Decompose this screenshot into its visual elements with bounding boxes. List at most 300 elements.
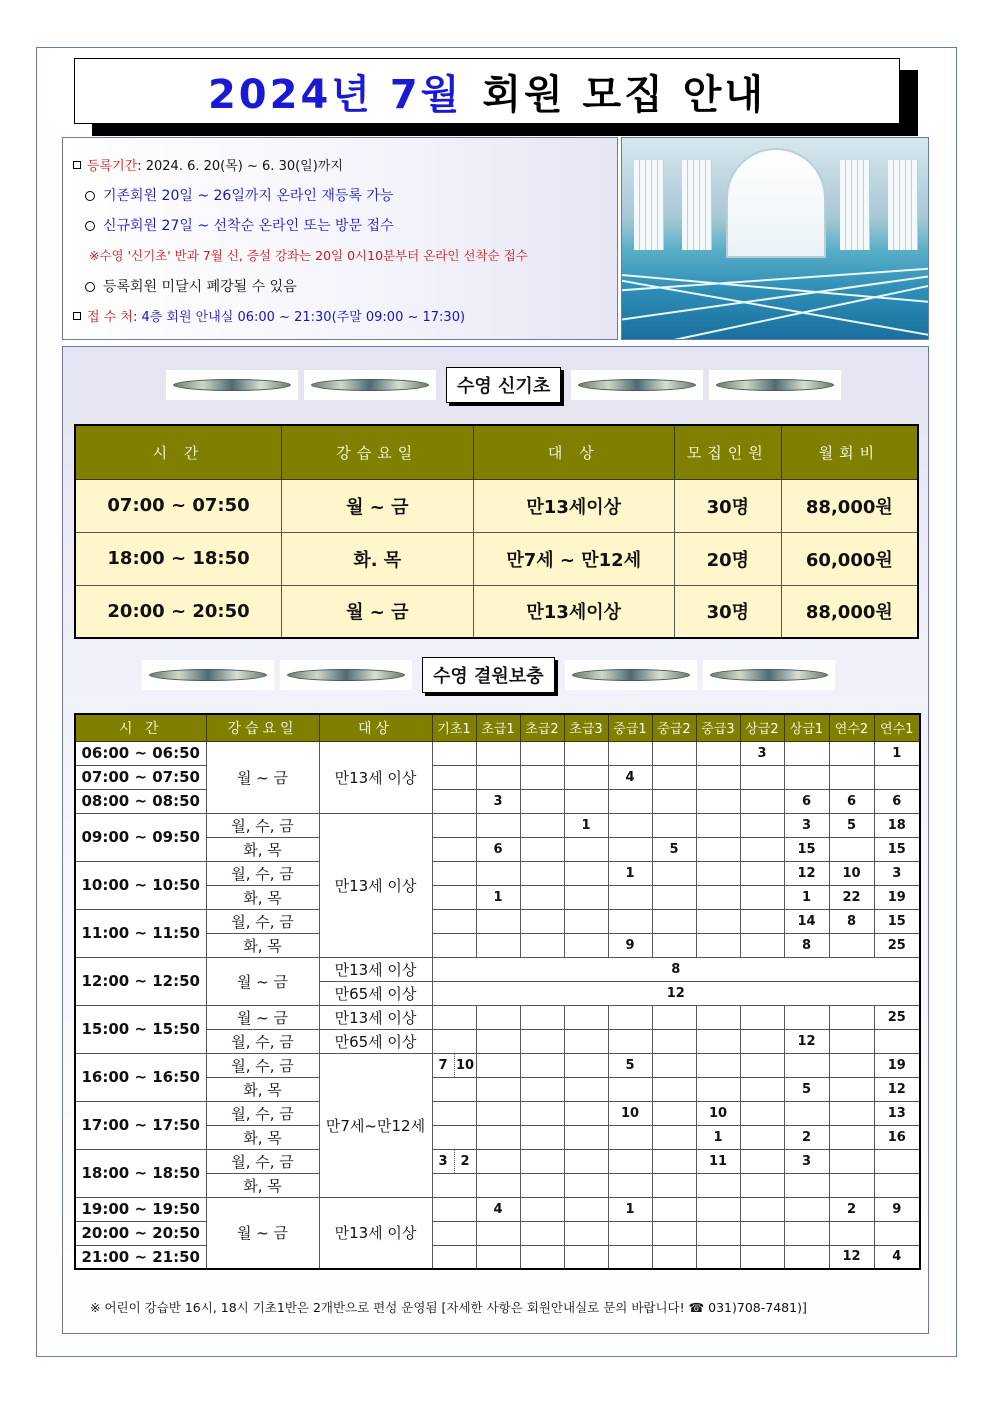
cell-fee: 88,000원: [781, 585, 918, 638]
ornament-icon: [703, 660, 835, 690]
count-cell: [696, 813, 740, 837]
count-cell: [696, 1245, 740, 1269]
target-cell: 만13세 이상: [319, 813, 432, 957]
count-cell: [829, 765, 874, 789]
count-cell: [740, 933, 784, 957]
count-cell: [564, 1005, 608, 1029]
count-cell: [740, 1077, 784, 1101]
count-cell: [652, 1125, 696, 1149]
count-cell: 8: [829, 909, 874, 933]
target-cell: 만7세~만12세: [319, 1053, 432, 1197]
count-cell: 3: [784, 813, 829, 837]
info-period: [73, 155, 343, 174]
count-cell: [652, 765, 696, 789]
count-cell: [432, 933, 476, 957]
reception-label: 접 수 처: [87, 310, 133, 325]
table-row: [75, 479, 918, 532]
period-text: : 2024. 6. 20(목) ~ 6. 30(일)까지: [137, 159, 343, 174]
count-cell: [652, 789, 696, 813]
days-cell: 월 ~ 금: [206, 1197, 319, 1269]
table-row: [75, 741, 920, 765]
target-cell: 만13세 이상: [319, 1197, 432, 1269]
split-value: 2: [460, 1153, 470, 1169]
count-cell: [520, 909, 564, 933]
count-cell: 10: [696, 1101, 740, 1125]
days-cell: 화, 목: [206, 885, 319, 909]
count-cell: [564, 837, 608, 861]
count-cell: 5: [608, 1053, 652, 1077]
count-cell: [740, 1029, 784, 1053]
target-cell: 만65세 이상: [319, 981, 432, 1005]
info-new: 신규회원 27일 ~ 선착순 온라인 또는 방문 접수: [85, 215, 394, 235]
count-cell: [432, 1173, 476, 1197]
pool-window: [888, 160, 918, 250]
time-cell: 09:00 ~ 09:50: [75, 813, 206, 861]
count-cell: [696, 909, 740, 933]
count-cell: [874, 1029, 920, 1053]
count-cell: 10: [608, 1101, 652, 1125]
count-cell: 1: [608, 861, 652, 885]
days-cell: 화, 목: [206, 1173, 319, 1197]
count-cell: [432, 741, 476, 765]
split-value: 10: [455, 1057, 475, 1073]
count-cell: [476, 765, 520, 789]
cell-capacity: 30명: [674, 479, 781, 532]
reception-text: : 4층 회원 안내실 06:00 ~ 21:30(주말 09:00 ~ 17:30): [132, 310, 466, 325]
section2-title: 수영 결원보충: [422, 657, 555, 693]
table-row: [75, 1245, 920, 1269]
table-row: [75, 765, 920, 789]
cell-target: 만7세 ~ 만12세: [473, 532, 674, 585]
count-cell: [608, 1221, 652, 1245]
time-cell: 15:00 ~ 15:50: [75, 1005, 206, 1053]
count-cell: [564, 885, 608, 909]
cell-days: 월 ~ 금: [282, 585, 473, 638]
count-cell: 1: [784, 885, 829, 909]
cell-target: 만13세이상: [473, 479, 674, 532]
days-cell: 월, 수, 금: [206, 909, 319, 933]
count-cell: [740, 1125, 784, 1149]
count-cell: [740, 1053, 784, 1077]
count-cell: [874, 765, 920, 789]
count-cell: [520, 1077, 564, 1101]
basic1-split-cell: [432, 1149, 476, 1173]
count-cell: 12: [874, 1077, 920, 1101]
count-cell: [652, 1197, 696, 1221]
count-cell: 15: [874, 837, 920, 861]
count-cell: [432, 789, 476, 813]
count-cell: 5: [829, 813, 874, 837]
count-cell: [829, 837, 874, 861]
cell-fee: 88,000원: [781, 479, 918, 532]
count-cell: [476, 1125, 520, 1149]
cell-days: 화. 목: [282, 532, 473, 585]
count-cell: [520, 813, 564, 837]
count-cell: 4: [476, 1197, 520, 1221]
count-cell: [476, 1221, 520, 1245]
count-cell: 19: [874, 1053, 920, 1077]
days-cell: 화, 목: [206, 837, 319, 861]
count-cell: [564, 1221, 608, 1245]
count-cell: [740, 1245, 784, 1269]
count-cell: [432, 813, 476, 837]
count-cell: [432, 861, 476, 885]
info-reception: [73, 306, 465, 325]
count-cell: 25: [874, 933, 920, 957]
col-target: 대 상: [473, 425, 674, 479]
count-cell: [740, 813, 784, 837]
time-cell: 06:00 ~ 06:50: [75, 741, 206, 765]
count-cell: [652, 813, 696, 837]
col-days: 강습요일: [206, 714, 319, 741]
count-cell: [520, 861, 564, 885]
pool-photo: [621, 137, 929, 340]
col-level: 초급1: [476, 714, 520, 741]
count-cell: [740, 765, 784, 789]
table-row: [75, 957, 920, 981]
count-cell: 15: [784, 837, 829, 861]
count-cell: [829, 1005, 874, 1029]
count-cell: 9: [874, 1197, 920, 1221]
title-banner: [74, 58, 902, 128]
circle-bullet-icon: [85, 191, 95, 201]
table-row: [75, 1101, 920, 1125]
count-cell: [520, 789, 564, 813]
count-cell: [740, 1149, 784, 1173]
target-cell: 만65세 이상: [319, 1029, 432, 1053]
col-time: 시 간: [75, 714, 206, 741]
count-cell: 6: [829, 789, 874, 813]
count-cell: [608, 1173, 652, 1197]
count-cell: [432, 1029, 476, 1053]
col-level: 상급2: [740, 714, 784, 741]
circle-bullet-icon: [85, 221, 95, 231]
count-cell: 25: [874, 1005, 920, 1029]
cell-fee: 60,000원: [781, 532, 918, 585]
count-cell: [476, 909, 520, 933]
col-fee: 월회비: [781, 425, 918, 479]
time-cell: 16:00 ~ 16:50: [75, 1053, 206, 1101]
pool-arch: [726, 148, 826, 258]
col-time: 시 간: [75, 425, 282, 479]
count-cell: [652, 861, 696, 885]
ornament-icon: [709, 370, 841, 400]
count-cell: 3: [784, 1149, 829, 1173]
count-cell: 1: [564, 813, 608, 837]
count-cell: [608, 1245, 652, 1269]
count-cell: [696, 765, 740, 789]
days-cell: 월, 수, 금: [206, 1101, 319, 1125]
circle-bullet-icon: [85, 282, 95, 292]
table-row: [75, 1005, 920, 1029]
info-cancel: 등록회원 미달시 폐강될 수 있음: [85, 276, 297, 296]
count-cell: 4: [608, 765, 652, 789]
time-cell: 11:00 ~ 11:50: [75, 909, 206, 957]
count-cell: 14: [784, 909, 829, 933]
new-beginner-table: [74, 424, 919, 639]
target-cell: 만13세 이상: [319, 957, 432, 981]
count-cell: 9: [608, 933, 652, 957]
count-cell: [740, 861, 784, 885]
count-cell: 1: [696, 1125, 740, 1149]
count-cell: [520, 1149, 564, 1173]
count-cell: [652, 1053, 696, 1077]
count-cell: [432, 1197, 476, 1221]
page-title: [74, 58, 900, 124]
count-cell: [652, 1149, 696, 1173]
count-cell: [564, 933, 608, 957]
count-cell: [476, 813, 520, 837]
count-cell: 4: [874, 1245, 920, 1269]
count-cell: [564, 789, 608, 813]
count-cell: [564, 1029, 608, 1053]
split-value: 3: [433, 1150, 455, 1173]
col-target: 대상: [319, 714, 432, 741]
target-cell: 만13세 이상: [319, 741, 432, 813]
split-pair: [433, 1054, 476, 1077]
pool-window: [682, 160, 712, 250]
count-cell: [520, 1173, 564, 1197]
count-cell: [696, 861, 740, 885]
count-cell: 8: [432, 957, 920, 981]
col-level: 상급1: [784, 714, 829, 741]
count-cell: [520, 1245, 564, 1269]
split-value: 7: [433, 1054, 455, 1077]
count-cell: [829, 1029, 874, 1053]
count-cell: [696, 789, 740, 813]
count-cell: [432, 1245, 476, 1269]
count-cell: [564, 741, 608, 765]
ornament-icon: [565, 660, 697, 690]
count-cell: [740, 909, 784, 933]
count-cell: [652, 1221, 696, 1245]
count-cell: [829, 1125, 874, 1149]
table-row: [75, 1149, 920, 1173]
count-cell: [696, 1197, 740, 1221]
time-cell: 07:00 ~ 07:50: [75, 765, 206, 789]
count-cell: [874, 1221, 920, 1245]
col-days: 강습요일: [282, 425, 473, 479]
count-cell: [432, 837, 476, 861]
days-cell: 화, 목: [206, 1125, 319, 1149]
count-cell: [564, 1053, 608, 1077]
count-cell: [874, 1149, 920, 1173]
count-cell: [520, 837, 564, 861]
days-cell: 월, 수, 금: [206, 1029, 319, 1053]
count-cell: [784, 1053, 829, 1077]
count-cell: [740, 885, 784, 909]
cell-capacity: 30명: [674, 585, 781, 638]
pool-window: [840, 160, 870, 250]
count-cell: [696, 1005, 740, 1029]
count-cell: [564, 861, 608, 885]
time-cell: 18:00 ~ 18:50: [75, 1149, 206, 1197]
section2-header: [142, 657, 841, 693]
table-row: [75, 861, 920, 885]
cell-capacity: 20명: [674, 532, 781, 585]
time-cell: 08:00 ~ 08:50: [75, 789, 206, 813]
count-cell: [608, 1005, 652, 1029]
registration-info: [62, 137, 618, 340]
days-cell: 화, 목: [206, 1077, 319, 1101]
count-cell: [652, 1005, 696, 1029]
pool-window: [634, 160, 664, 250]
count-cell: [432, 1221, 476, 1245]
count-cell: 6: [874, 789, 920, 813]
cell-target: 만13세이상: [473, 585, 674, 638]
count-cell: [652, 1029, 696, 1053]
count-cell: [608, 1077, 652, 1101]
count-cell: [652, 933, 696, 957]
count-cell: 12: [784, 861, 829, 885]
period-label: 등록기간: [87, 159, 138, 174]
table-row: [75, 813, 920, 837]
ornament-icon: [166, 370, 298, 400]
count-cell: 6: [476, 837, 520, 861]
count-cell: [520, 1029, 564, 1053]
count-cell: [784, 1005, 829, 1029]
count-cell: [520, 1101, 564, 1125]
count-cell: [432, 1101, 476, 1125]
count-cell: [564, 909, 608, 933]
title-rest: 회원 모집 안내: [482, 71, 767, 118]
count-cell: [696, 1077, 740, 1101]
table-row: [75, 532, 918, 585]
count-cell: [740, 1197, 784, 1221]
count-cell: [476, 1101, 520, 1125]
count-cell: 5: [652, 837, 696, 861]
count-cell: [696, 1173, 740, 1197]
count-cell: [829, 1149, 874, 1173]
count-cell: [829, 1221, 874, 1245]
count-cell: [564, 1173, 608, 1197]
days-cell: 월 ~ 금: [206, 741, 319, 813]
count-cell: [740, 1005, 784, 1029]
count-cell: [740, 1221, 784, 1245]
cell-time: 20:00 ~ 20:50: [75, 585, 282, 638]
count-cell: 18: [874, 813, 920, 837]
count-cell: [564, 1149, 608, 1173]
count-cell: [520, 1053, 564, 1077]
count-cell: [784, 741, 829, 765]
count-cell: [432, 1005, 476, 1029]
col-level: 중급1: [608, 714, 652, 741]
cell-time: 07:00 ~ 07:50: [75, 479, 282, 532]
count-cell: [476, 1149, 520, 1173]
count-cell: 15: [874, 909, 920, 933]
count-cell: [652, 885, 696, 909]
time-cell: 10:00 ~ 10:50: [75, 861, 206, 909]
time-cell: 17:00 ~ 17:50: [75, 1101, 206, 1149]
days-cell: 월, 수, 금: [206, 1053, 319, 1077]
table-row: [75, 1053, 920, 1077]
count-cell: [829, 1101, 874, 1125]
col-level: 중급2: [652, 714, 696, 741]
days-cell: 월, 수, 금: [206, 1149, 319, 1173]
count-cell: [432, 1125, 476, 1149]
col-level: 연수1: [874, 714, 920, 741]
vacancy-table: [74, 713, 921, 1270]
count-cell: [476, 741, 520, 765]
count-cell: [829, 933, 874, 957]
count-cell: 19: [874, 885, 920, 909]
square-bullet-icon: [73, 161, 81, 169]
days-cell: 월 ~ 금: [206, 1005, 319, 1029]
count-cell: 12: [784, 1029, 829, 1053]
count-cell: [476, 1077, 520, 1101]
count-cell: [652, 1077, 696, 1101]
count-cell: 3: [874, 861, 920, 885]
count-cell: [476, 1029, 520, 1053]
count-cell: [829, 1077, 874, 1101]
count-cell: [564, 765, 608, 789]
count-cell: [520, 1221, 564, 1245]
count-cell: [652, 1245, 696, 1269]
count-cell: [696, 741, 740, 765]
count-cell: 12: [829, 1245, 874, 1269]
count-cell: [520, 1005, 564, 1029]
count-cell: 16: [874, 1125, 920, 1149]
count-cell: [476, 933, 520, 957]
count-cell: [740, 1173, 784, 1197]
count-cell: [520, 1197, 564, 1221]
count-cell: 1: [476, 885, 520, 909]
count-cell: 22: [829, 885, 874, 909]
info-existing: 기존회원 20일 ~ 26일까지 온라인 재등록 가능: [85, 185, 393, 205]
count-cell: [432, 909, 476, 933]
count-cell: [608, 909, 652, 933]
square-bullet-icon: [73, 312, 81, 320]
count-cell: [784, 1245, 829, 1269]
count-cell: [740, 837, 784, 861]
ornament-icon: [142, 660, 274, 690]
count-cell: [564, 1101, 608, 1125]
days-cell: 화, 목: [206, 933, 319, 957]
time-cell: 20:00 ~ 20:50: [75, 1221, 206, 1245]
count-cell: [784, 1197, 829, 1221]
table-row: [75, 585, 918, 638]
count-cell: 12: [432, 981, 920, 1005]
col-level: 초급3: [564, 714, 608, 741]
table-row: [75, 789, 920, 813]
count-cell: [608, 1029, 652, 1053]
days-cell: 월, 수, 금: [206, 813, 319, 837]
table-row: [75, 1197, 920, 1221]
count-cell: [829, 741, 874, 765]
count-cell: [520, 741, 564, 765]
footnote: ※ 어린이 강습반 16시, 18시 기초1반은 2개반으로 편성 운영됨 [자세한 사항은 회원안내실로 문의 바랍니다! ☎ 031)708-7481)]: [90, 1300, 807, 1315]
section1-title: 수영 신기초: [446, 367, 561, 403]
count-cell: [564, 1125, 608, 1149]
count-cell: [608, 837, 652, 861]
count-cell: [696, 1053, 740, 1077]
time-cell: 12:00 ~ 12:50: [75, 957, 206, 1005]
cell-time: 18:00 ~ 18:50: [75, 532, 282, 585]
ornament-icon: [571, 370, 703, 400]
target-cell: 만13세 이상: [319, 1005, 432, 1029]
count-cell: [432, 765, 476, 789]
count-cell: [696, 1221, 740, 1245]
count-cell: [476, 861, 520, 885]
count-cell: [784, 765, 829, 789]
count-cell: [432, 885, 476, 909]
count-cell: [476, 1005, 520, 1029]
count-cell: 8: [784, 933, 829, 957]
count-cell: [784, 1101, 829, 1125]
col-capacity: 모집인원: [674, 425, 781, 479]
count-cell: 1: [608, 1197, 652, 1221]
count-cell: [476, 1053, 520, 1077]
